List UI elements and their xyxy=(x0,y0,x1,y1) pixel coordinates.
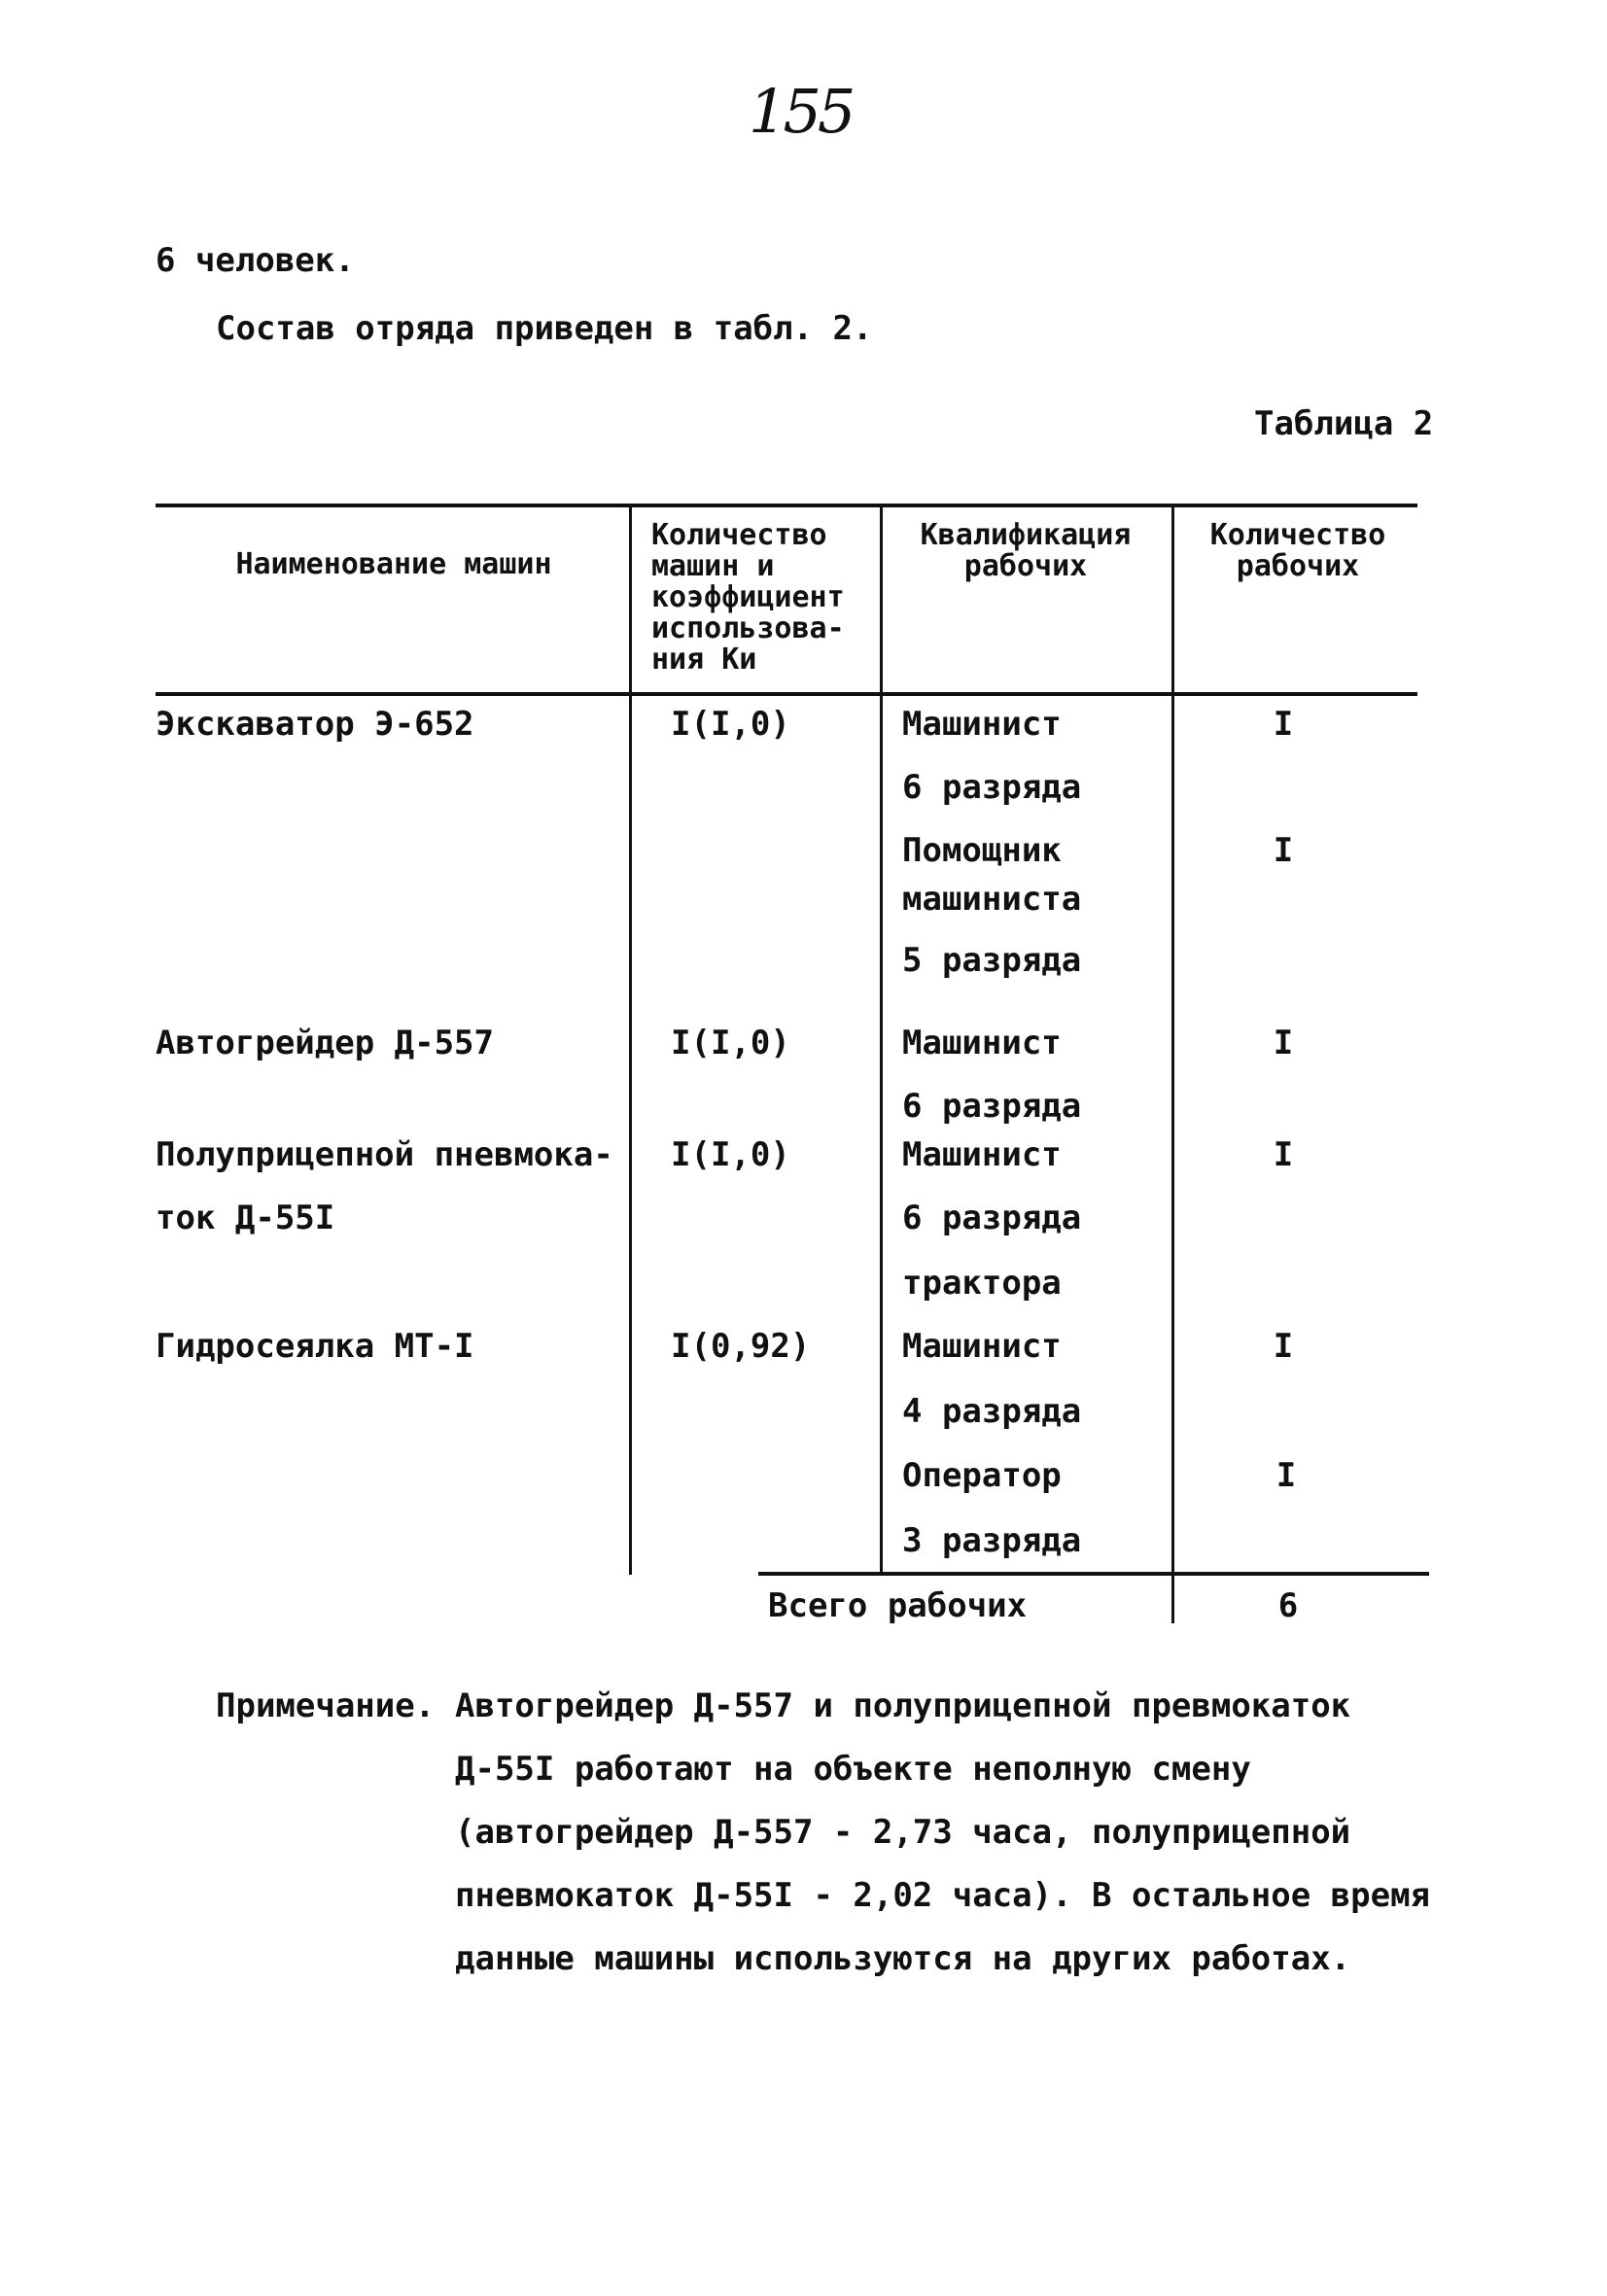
table-header-rule xyxy=(156,692,1417,696)
note-line: Автогрейдер Д-557 и полуприцепной превмокаток xyxy=(455,1687,1351,1725)
header-qualification: Квалификация рабочих xyxy=(920,518,1132,583)
column-divider-1 xyxy=(629,505,632,1575)
machine-name: Полуприцепной пневмока- xyxy=(156,1135,613,1174)
table-total-rule xyxy=(758,1572,1429,1576)
machine-name: ток Д-55I xyxy=(156,1199,335,1237)
workers-count: I xyxy=(1273,1024,1294,1062)
workers-count: I xyxy=(1273,1327,1294,1366)
qualification-line: Машинист xyxy=(902,1024,1062,1062)
qualification-line: трактора xyxy=(902,1264,1062,1303)
column-divider-3 xyxy=(1171,505,1174,1623)
qualification-line: Машинист xyxy=(902,1135,1062,1174)
qualification-line: 5 разряда xyxy=(902,941,1082,980)
note-line: данные машины используются на других работах. xyxy=(455,1939,1351,1978)
machine-count: I(I,0) xyxy=(671,1135,790,1174)
header-count-coef: Количество машин и коэффициент использова- ния Ки xyxy=(651,518,845,677)
header-machine-name: Наименование машин xyxy=(235,547,552,581)
machine-count: I(I,0) xyxy=(671,1024,790,1062)
total-label: Всего рабочих xyxy=(768,1586,1028,1625)
table-caption: Таблица 2 xyxy=(1254,404,1434,443)
note-label: Примечание. xyxy=(216,1687,436,1725)
qualification-line: 6 разряда xyxy=(902,1199,1082,1237)
reference-sentence: Состав отряда приведен в табл. 2. xyxy=(216,309,873,348)
machine-name: Экскаватор Э-652 xyxy=(156,705,474,744)
qualification-line: 6 разряда xyxy=(902,1087,1082,1126)
page-number: 155 xyxy=(749,76,853,147)
header-workers: Количество рабочих xyxy=(1209,518,1386,583)
qualification-line: 3 разряда xyxy=(902,1521,1082,1560)
qualification-line: Оператор xyxy=(902,1456,1062,1495)
workers-count: I xyxy=(1273,831,1294,870)
qualification-line: Машинист xyxy=(902,1327,1062,1366)
qualification-line: Машинист xyxy=(902,705,1062,744)
qualification-line: машиниста xyxy=(902,880,1082,919)
workers-count: I xyxy=(1275,1456,1297,1495)
workers-count: I xyxy=(1273,1135,1294,1174)
qualification-line: Помощник xyxy=(902,831,1062,870)
machine-name: Гидросеялка МТ-I xyxy=(156,1327,474,1366)
workers-count: I xyxy=(1273,705,1294,744)
machine-count: I(I,0) xyxy=(671,705,790,744)
qualification-line: 6 разряда xyxy=(902,768,1082,807)
note-line: пневмокаток Д-55I - 2,02 часа). В остальное время xyxy=(455,1876,1431,1915)
machine-name: Автогрейдер Д-557 xyxy=(156,1024,494,1062)
machine-count: I(0,92) xyxy=(671,1327,811,1366)
note-line: (автогрейдер Д-557 - 2,73 часа, полуприцепной xyxy=(455,1813,1351,1852)
table-top-rule xyxy=(156,504,1417,507)
intro-line: 6 человек. xyxy=(156,241,355,280)
note-line: Д-55I работают на объекте неполную смену xyxy=(455,1750,1251,1789)
qualification-line: 4 разряда xyxy=(902,1392,1082,1431)
total-value: 6 xyxy=(1277,1586,1299,1625)
